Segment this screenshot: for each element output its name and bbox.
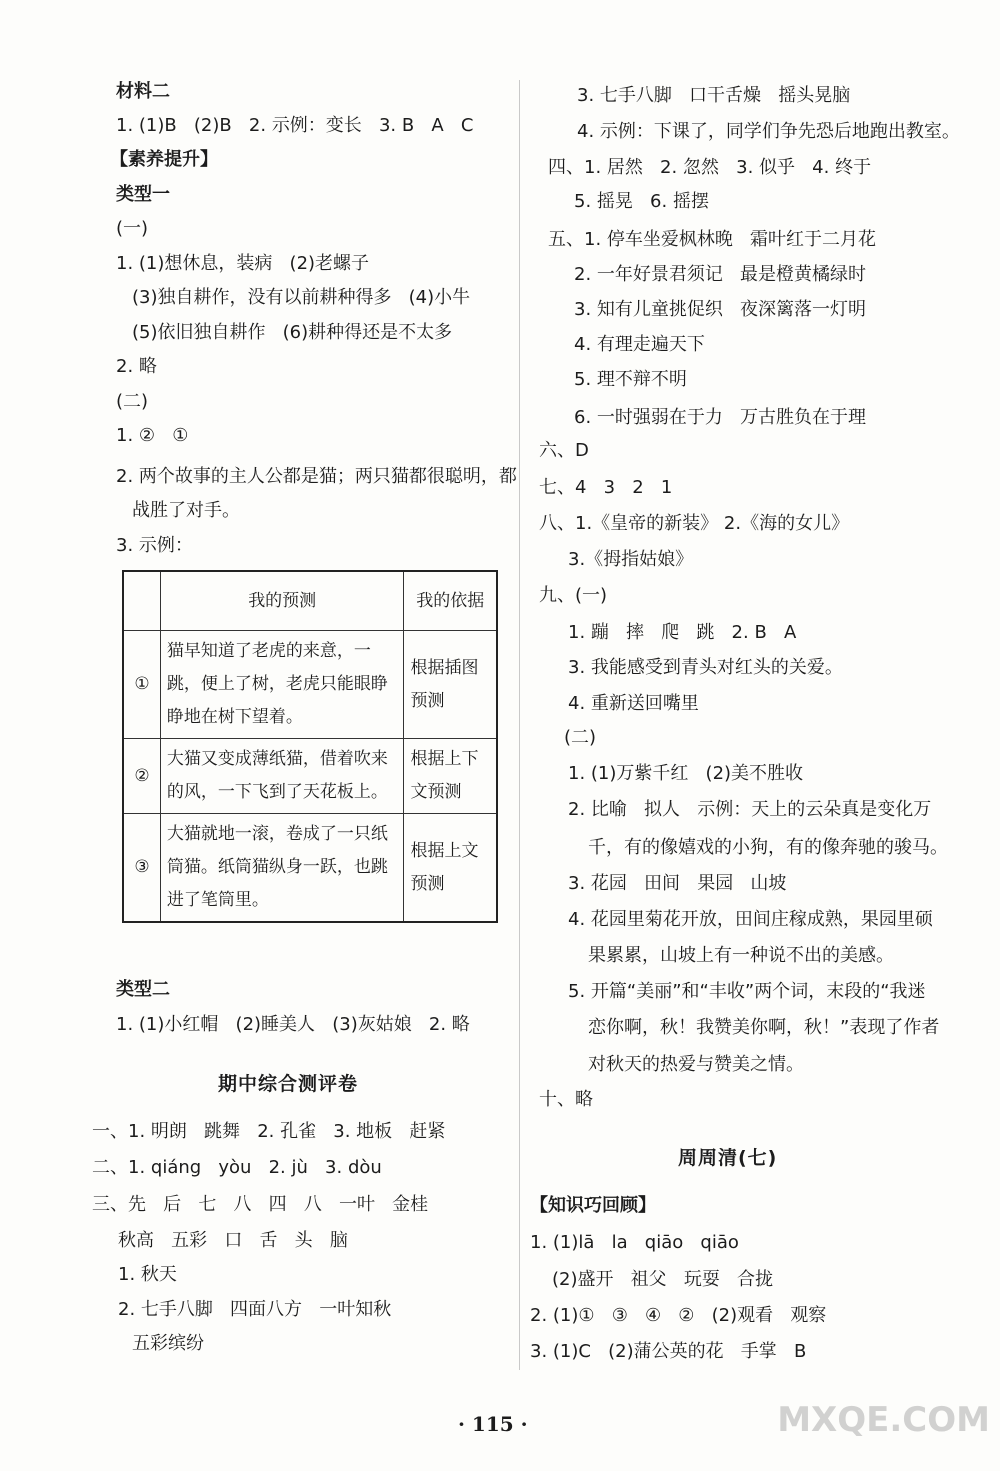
answer-line: 战胜了对手。 xyxy=(132,500,240,521)
answer-line: (二) xyxy=(564,727,597,748)
answer-line: 6. 一时强弱在于力 万古胜负在于理 xyxy=(574,407,867,428)
answer-line: 1. 蹦 摔 爬 跳 2. B A xyxy=(568,622,797,643)
answer-line: 千，有的像嬉戏的小狗，有的像奔驰的骏马。 xyxy=(588,837,948,858)
row-number: ② xyxy=(123,739,160,814)
answer-line: 对秋天的热爱与赞美之情。 xyxy=(588,1054,804,1075)
basis-cell: 根据插图预测 xyxy=(404,631,497,739)
answer-line: 1. (1)lā la qiāo qiāo xyxy=(530,1232,739,1253)
prediction-table xyxy=(122,570,498,923)
answer-line: 三、先 后 七 八 四 八 一叶 金桂 xyxy=(92,1194,429,1215)
answer-line: 五彩缤纷 xyxy=(132,1333,204,1354)
answer-line: 4. 重新送回嘴里 xyxy=(568,693,699,714)
answer-line: 5. 摇晃 6. 摇摆 xyxy=(574,191,709,212)
answer-line: 1. (1)小红帽 (2)睡美人 (3)灰姑娘 2. 略 xyxy=(116,1014,470,1035)
answer-line: 3. 花园 田间 果园 山坡 xyxy=(568,873,787,894)
answer-line: 二、1. qiáng yòu 2. jù 3. dòu xyxy=(92,1157,382,1178)
section-title: 期中综合测评卷 xyxy=(218,1073,359,1095)
answer-line: 1. (1)B (2)B 2. 示例：变长 3. B A C xyxy=(116,115,474,136)
table-header: 我的依据 xyxy=(404,571,497,631)
subheading: 类型一 xyxy=(116,184,170,205)
answer-line: (5)依旧独自耕作 (6)耕种得还是不太多 xyxy=(132,322,453,343)
row-number: ① xyxy=(123,631,160,739)
answer-line: 恋你啊，秋！我赞美你啊，秋！”表现了作者 xyxy=(588,1017,940,1038)
table-header xyxy=(123,571,160,631)
answer-line: 果累累，山坡上有一种说不出的美感。 xyxy=(588,945,894,966)
subheading: 类型二 xyxy=(116,979,170,1000)
answer-line: 3. 七手八脚 口干舌燥 摇头晃脑 xyxy=(577,85,851,106)
table-row xyxy=(123,631,497,739)
subheading: 材料二 xyxy=(116,81,170,102)
answer-line: 五、1. 停车坐爱枫林晚 霜叶红于二月花 xyxy=(548,229,877,250)
answer-line: 一、1. 明朗 跳舞 2. 孔雀 3. 地板 赶紧 xyxy=(92,1121,446,1142)
answer-line: 秋高 五彩 口 舌 头 脑 xyxy=(118,1230,348,1251)
answer-line: 4. 有理走遍天下 xyxy=(574,334,705,355)
answer-line: 2. 略 xyxy=(116,356,157,377)
table-header: 我的预测 xyxy=(160,571,404,631)
answer-line: 九、(一) xyxy=(539,585,608,606)
answer-line: (一) xyxy=(116,218,149,239)
column-divider xyxy=(519,80,520,1370)
basis-cell: 根据上下文预测 xyxy=(404,739,497,814)
prediction-cell: 大猫又变成薄纸猫，借着吹来的风，一下飞到了天花板上。 xyxy=(160,739,404,814)
table-row xyxy=(123,739,497,814)
answer-line: 4. 花园里菊花开放，田间庄稼成熟，果园里硕 xyxy=(568,909,933,930)
answer-line: 2. 比喻 拟人 示例：天上的云朵真是变化万 xyxy=(568,799,932,820)
answer-line: 七、4 3 2 1 xyxy=(539,477,673,498)
answer-line: 1. ② ① xyxy=(116,425,189,446)
answer-line: 3.《拇指姑娘》 xyxy=(568,549,694,570)
table-header-row xyxy=(123,571,497,631)
answer-line: (3)独自耕作，没有以前耕种得多 (4)小牛 xyxy=(132,287,471,308)
prediction-cell: 大猫就地一滚，卷成了一只纸筒猫。纸筒猫纵身一跃，也跳进了笔筒里。 xyxy=(160,814,404,923)
answer-line: 3. 知有儿童挑促织 夜深篱落一灯明 xyxy=(574,299,867,320)
answer-line: (2)盛开 祖父 玩耍 合拢 xyxy=(552,1269,773,1290)
answer-line: 四、1. 居然 2. 忽然 3. 似乎 4. 终于 xyxy=(548,157,872,178)
answer-line: 2. 七手八脚 四面八方 一叶知秋 xyxy=(118,1299,392,1320)
answer-line: 1. (1)想休息，装病 (2)老螺子 xyxy=(116,253,370,274)
section-title: 周周清(七) xyxy=(678,1147,778,1169)
answer-line: 1. (1)万紫千红 (2)美不胜收 xyxy=(568,763,804,784)
answer-line: 2. 两个故事的主人公都是猫；两只猫都很聪明，都 xyxy=(116,466,517,487)
subheading: 【素养提升】 xyxy=(110,149,218,170)
answer-line: 5. 理不辩不明 xyxy=(574,369,687,390)
table-row xyxy=(123,814,497,923)
answer-line: 1. 秋天 xyxy=(118,1264,177,1285)
answer-line: (二) xyxy=(116,391,149,412)
basis-cell: 根据上文预测 xyxy=(404,814,497,923)
answer-line: 4. 示例：下课了，同学们争先恐后地跑出教室。 xyxy=(577,121,960,142)
row-number: ③ xyxy=(123,814,160,923)
answer-line: 3. (1)C (2)蒲公英的花 手掌 B xyxy=(530,1341,807,1362)
watermark-logo: MXQE.COM xyxy=(777,1400,990,1440)
answer-line: 2. 一年好景君须记 最是橙黄橘绿时 xyxy=(574,264,867,285)
answer-line: 十、略 xyxy=(539,1089,593,1110)
subheading: 【知识巧回顾】 xyxy=(530,1195,656,1216)
answer-line: 3. 示例： xyxy=(116,535,193,556)
prediction-cell: 猫早知道了老虎的来意，一跳，便上了树，老虎只能眼睁睁地在树下望着。 xyxy=(160,631,404,739)
answer-line: 3. 我能感受到青头对红头的关爱。 xyxy=(568,657,843,678)
answer-line: 八、1.《皇帝的新装》 2.《海的女儿》 xyxy=(539,513,850,534)
answer-line: 六、D xyxy=(539,440,589,461)
answer-line: 2. (1)① ③ ④ ② (2)观看 观察 xyxy=(530,1305,827,1326)
page-number: · 115 · xyxy=(458,1412,528,1436)
answer-line: 5. 开篇“美丽”和“丰收”两个词，末段的“我迷 xyxy=(568,981,926,1002)
